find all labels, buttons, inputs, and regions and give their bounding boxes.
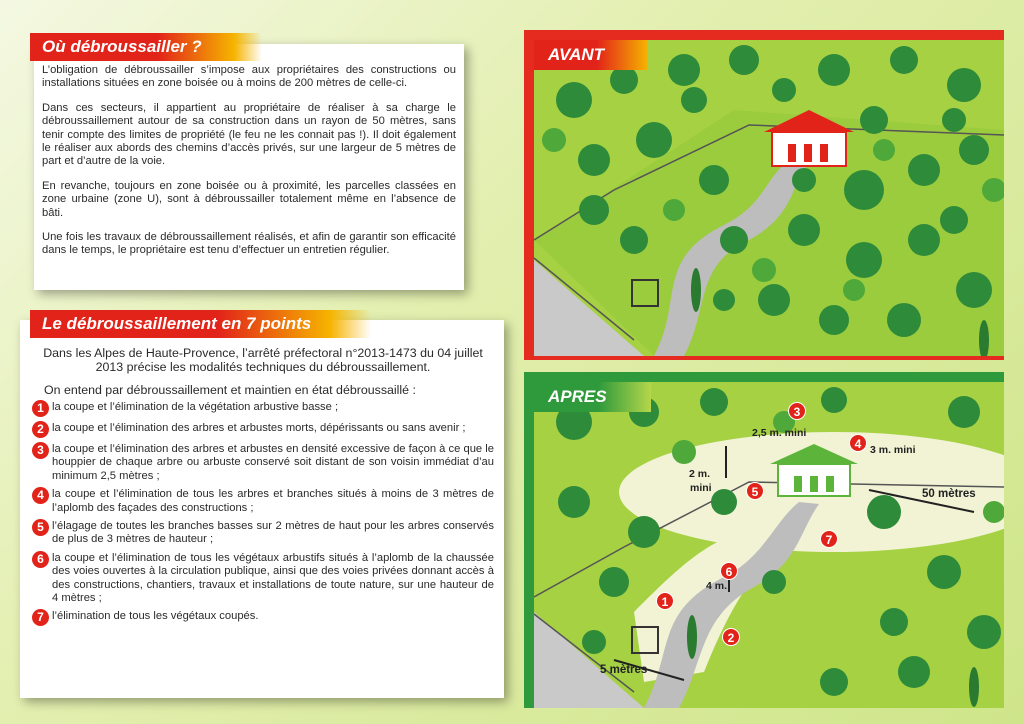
apres-badge: APRES (534, 382, 651, 412)
point-7 (32, 610, 494, 626)
where-heading: Où débroussailler ? (30, 33, 262, 61)
point-3 (32, 443, 494, 483)
apres-marker-2: 2 (722, 628, 740, 646)
point-number: 6 (32, 551, 49, 568)
apres-marker-6: 6 (720, 562, 738, 580)
point-text: la coupe et l’élimination de tous les végétaux arbustifs situés à l’aplomb de la chaussée des voies ouvertes à la circulation publique, ainsi que des voies privées donnant accès à des constructions, chantiers, travaux et installations de toute nature, sur une hauteur de 4 mètres ; (52, 551, 494, 604)
point-number: 7 (32, 609, 49, 626)
point-number: 4 (32, 487, 49, 504)
point-text: la coupe et l’élimination des arbres et arbustes en densité excessive de façon à ce que le houppier de chaque arbre ou arbuste conservé soit distant de son voisin immédiat d’au minimum 2,5 mètres ; (52, 442, 494, 482)
avant-illustration (534, 40, 1004, 356)
avant-scene (534, 40, 1004, 356)
point-text: la coupe et l’élimination de tous les arbres et branches situés à moins de 3 mètres de l’aplomb des façades des constructions ; (52, 488, 494, 514)
point-number: 1 (32, 400, 49, 417)
seven-points-panel (20, 320, 504, 698)
seven-intro: Dans les Alpes de Haute-Provence, l’arrêté préfectoral n°2013-1473 du 04 juillet 2013 précise les modalités techniques du débroussaillement. (43, 346, 483, 375)
apres-marker-3: 3 (788, 402, 806, 420)
dim-2-5m: 2,5 m. mini (752, 427, 807, 439)
point-1 (32, 401, 494, 417)
where-panel (34, 44, 464, 290)
dim-2m: 2 m. (689, 468, 711, 480)
apres-marker-5: 5 (746, 482, 764, 500)
point-text: la coupe et l’élimination des arbres et arbustes morts, dépérissants ou sans avenir ; (52, 421, 466, 434)
point-5 (32, 520, 494, 547)
where-paragraph-1: L’obligation de débroussailler s’impose aux propriétaires des constructions ou installations situées en zone boisée ou à moins de 200 mètres de celle-ci. (42, 64, 456, 90)
point-text: l’élimination de tous les végétaux coupés. (52, 610, 259, 623)
dim-2m-mini: mini (690, 482, 712, 494)
avant-badge: AVANT (534, 40, 648, 70)
seven-lead: On entend par débroussaillement et maintien en état débroussaillé : (44, 382, 416, 397)
point-6 (32, 552, 494, 606)
dim-4m: 4 m. (706, 580, 728, 592)
point-number: 2 (32, 421, 49, 438)
dim-50m: 50 mètres (922, 488, 976, 500)
point-text: la coupe et l’élimination de la végétation arbustive basse ; (52, 400, 339, 413)
where-paragraph-3: En revanche, toujours en zone boisée ou à proximité, les parcelles classées en zone urbaine (zone U), sont à débroussailler totalement même en l’absence de bâti. (42, 179, 456, 219)
seven-heading: Le débroussaillement en 7 points (30, 310, 371, 338)
dim-5m: 5 mètres (600, 664, 648, 676)
apres-marker-1: 1 (656, 592, 674, 610)
apres-illustration (534, 382, 1004, 708)
avant-illustration-frame (524, 30, 1004, 360)
point-number: 3 (32, 442, 49, 459)
apres-marker-7: 7 (820, 530, 838, 548)
apres-illustration-frame (524, 372, 1004, 708)
point-text: l’élagage de toutes les branches basses sur 2 mètres de haut pour les arbres conservés de plus de 3 mètres de hauteur ; (52, 519, 494, 546)
point-number: 5 (32, 519, 49, 536)
point-4 (32, 488, 494, 515)
apres-marker-4: 4 (849, 434, 867, 452)
where-paragraph-2: Dans ces secteurs, il appartient au propriétaire de réaliser à sa charge le débroussaillement autour de sa construction dans un rayon de 50 mètres, sans tenir compte des limites de propriété (le feu ne les connait pas !). Il doit également le réaliser aux abords des chemins d’accès privés, sur une largeur de 5 mètres de part et d’autre de la voie. (42, 101, 456, 168)
where-paragraph-4: Une fois les travaux de débroussaillement réalisés, et afin de garantir son efficacité dans le temps, le propriétaire est tenu d’effectuer un entretien régulier. (42, 231, 456, 257)
dim-3m: 3 m. mini (870, 444, 916, 456)
point-2 (32, 422, 494, 438)
